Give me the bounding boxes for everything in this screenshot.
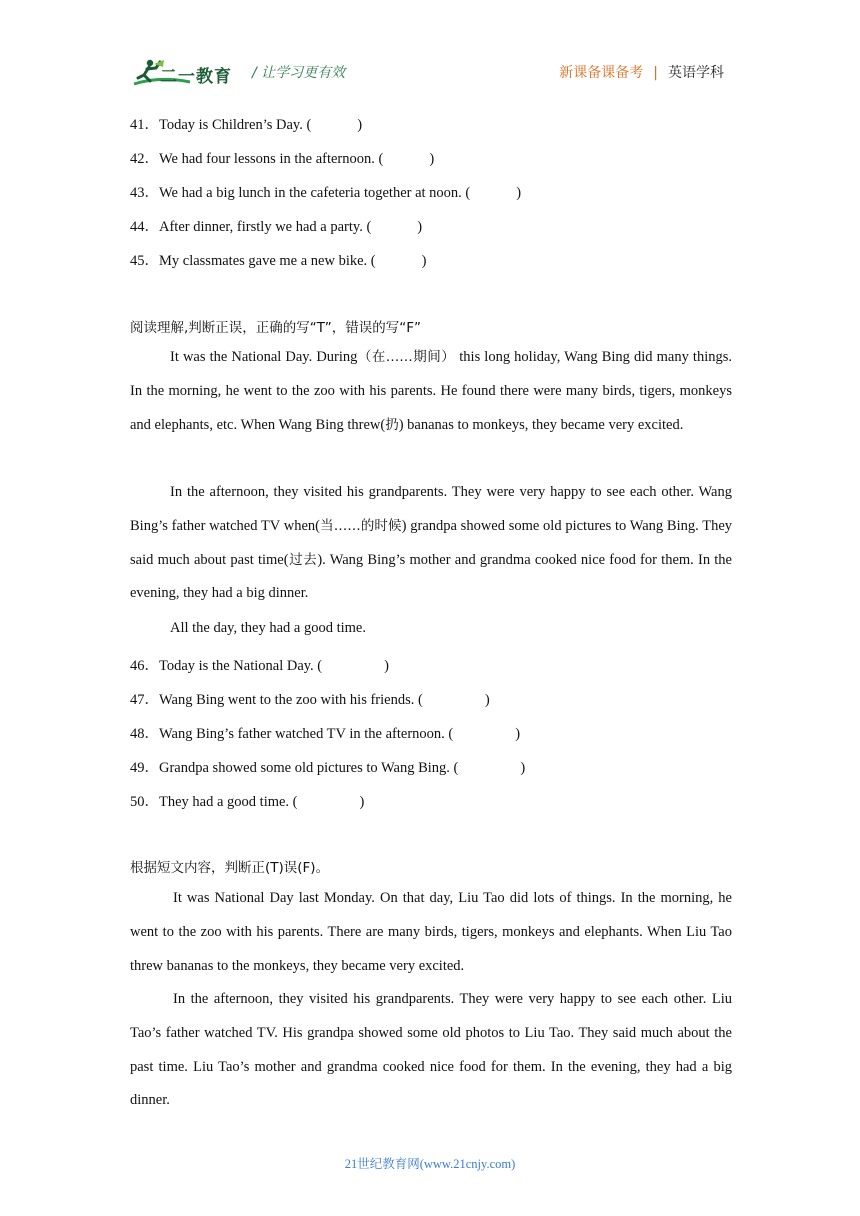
question-44 xyxy=(130,215,422,236)
question-47 xyxy=(130,688,490,709)
question-close: ) xyxy=(417,219,423,235)
question-text: After dinner, firstly we had a party. ( xyxy=(159,219,372,235)
question-41 xyxy=(130,113,362,134)
question-number: 44． xyxy=(130,219,159,235)
passage-text: this long holiday, Wang Bing did many things. In the morning, he went to the zoo with his parents. He found there were many birds, tigers, monkeys and elephants, etc. When Wang Bing threw( xyxy=(130,349,732,433)
question-close: ) xyxy=(421,253,427,269)
question-text: We had four lessons in the afternoon. ( xyxy=(159,151,384,167)
section-instruction: 根据短文内容，判断正(T)误(F)。 xyxy=(130,860,330,876)
passage-paragraph xyxy=(130,882,732,983)
question-42 xyxy=(130,147,434,168)
page-footer: 21世纪教育网(www.21cnjy.com) xyxy=(344,1157,516,1171)
question-close: ) xyxy=(357,117,363,133)
passage-gloss: 当……的时候 xyxy=(319,517,402,534)
question-close: ) xyxy=(384,658,389,674)
header-subject-label: 英语学科 xyxy=(668,65,724,81)
passage-text: In the afternoon, they visited his grandparents. They were very happy to see each other. Wang Bing’s father watched TV when( xyxy=(130,484,732,534)
question-43 xyxy=(130,181,521,202)
question-close: ) xyxy=(359,794,365,810)
passage-paragraph xyxy=(130,341,732,442)
question-number: 48． xyxy=(130,726,159,742)
question-close: ) xyxy=(484,692,490,708)
passage-closing: All the day, they had a good time. xyxy=(170,620,366,636)
section-instruction: 阅读理解,判断正误，正确的写“T”，错误的写“F” xyxy=(130,320,421,336)
passage-paragraph xyxy=(130,476,732,611)
question-text: Today is Children’s Day. ( xyxy=(159,117,312,133)
question-46 xyxy=(130,654,389,675)
logo xyxy=(130,56,240,90)
question-number: 47． xyxy=(130,692,159,708)
passage-paragraph xyxy=(130,983,732,1118)
header-separator: | xyxy=(653,65,658,81)
question-50 xyxy=(130,790,364,811)
question-number: 41． xyxy=(130,117,159,133)
passage-text: It was National Day last Monday. On that day, Liu Tao did lots of things. In the morning, he went to the zoo with his parents. There are many birds, tigers, monkeys and elephants. When Liu Tao threw bananas to the monkeys, they became very excited. xyxy=(130,890,732,974)
passage-gloss: （在……期间） xyxy=(357,349,456,365)
passage-gloss: 过去 xyxy=(288,551,318,568)
question-close: ) xyxy=(515,726,521,742)
passage-text: ). Wang Bing’s mother and grandma cooked nice food for them. In the evening, they had a big dinner. xyxy=(130,551,732,602)
question-48 xyxy=(130,722,520,743)
passage-text: ) grandpa showed some old pictures to Wang Bing. They said much about past time( xyxy=(130,517,733,568)
passage-text: ) bananas to monkeys, they became very excited. xyxy=(398,416,684,433)
question-number: 43． xyxy=(130,185,159,201)
question-text: Grandpa showed some old pictures to Wang Bing. ( xyxy=(159,760,459,776)
question-text: Wang Bing’s father watched TV in the afternoon. ( xyxy=(159,726,454,742)
question-text: My classmates gave me a new bike. ( xyxy=(159,253,376,269)
question-close: ) xyxy=(429,151,435,167)
question-close: ) xyxy=(516,185,522,201)
header-tagline: 新课备课备考 xyxy=(559,65,644,81)
passage-gloss: 扔 xyxy=(385,416,399,433)
question-text: Wang Bing went to the zoo with his friends. ( xyxy=(159,692,423,708)
question-number: 42． xyxy=(130,151,159,167)
passage-text: It was the National Day. During xyxy=(170,349,358,365)
question-45 xyxy=(130,249,426,270)
question-text: They had a good time. ( xyxy=(159,794,298,810)
question-number: 45． xyxy=(130,253,159,269)
question-text: We had a big lunch in the cafeteria together at noon. ( xyxy=(159,185,471,201)
question-text: Today is the National Day. ( xyxy=(159,658,323,674)
question-49 xyxy=(130,756,525,777)
question-number: 50． xyxy=(130,794,159,810)
passage-text: In the afternoon, they visited his grandparents. They were very happy to see each other. Liu Tao’s father watched TV. His grandpa showed some old photos to Liu Tao. They said much about the past time. Liu Tao’s mother and grandma cooked nice food for them. In the evening, they had a big dinner. xyxy=(130,991,732,1109)
logo-text: 二一教育 xyxy=(160,67,232,87)
question-close: ) xyxy=(520,760,526,776)
question-number: 49． xyxy=(130,760,159,776)
question-number: 46． xyxy=(130,658,159,674)
slogan: / 让学习更有效 xyxy=(252,65,346,81)
page-header xyxy=(130,56,730,92)
header-subject xyxy=(559,62,724,82)
